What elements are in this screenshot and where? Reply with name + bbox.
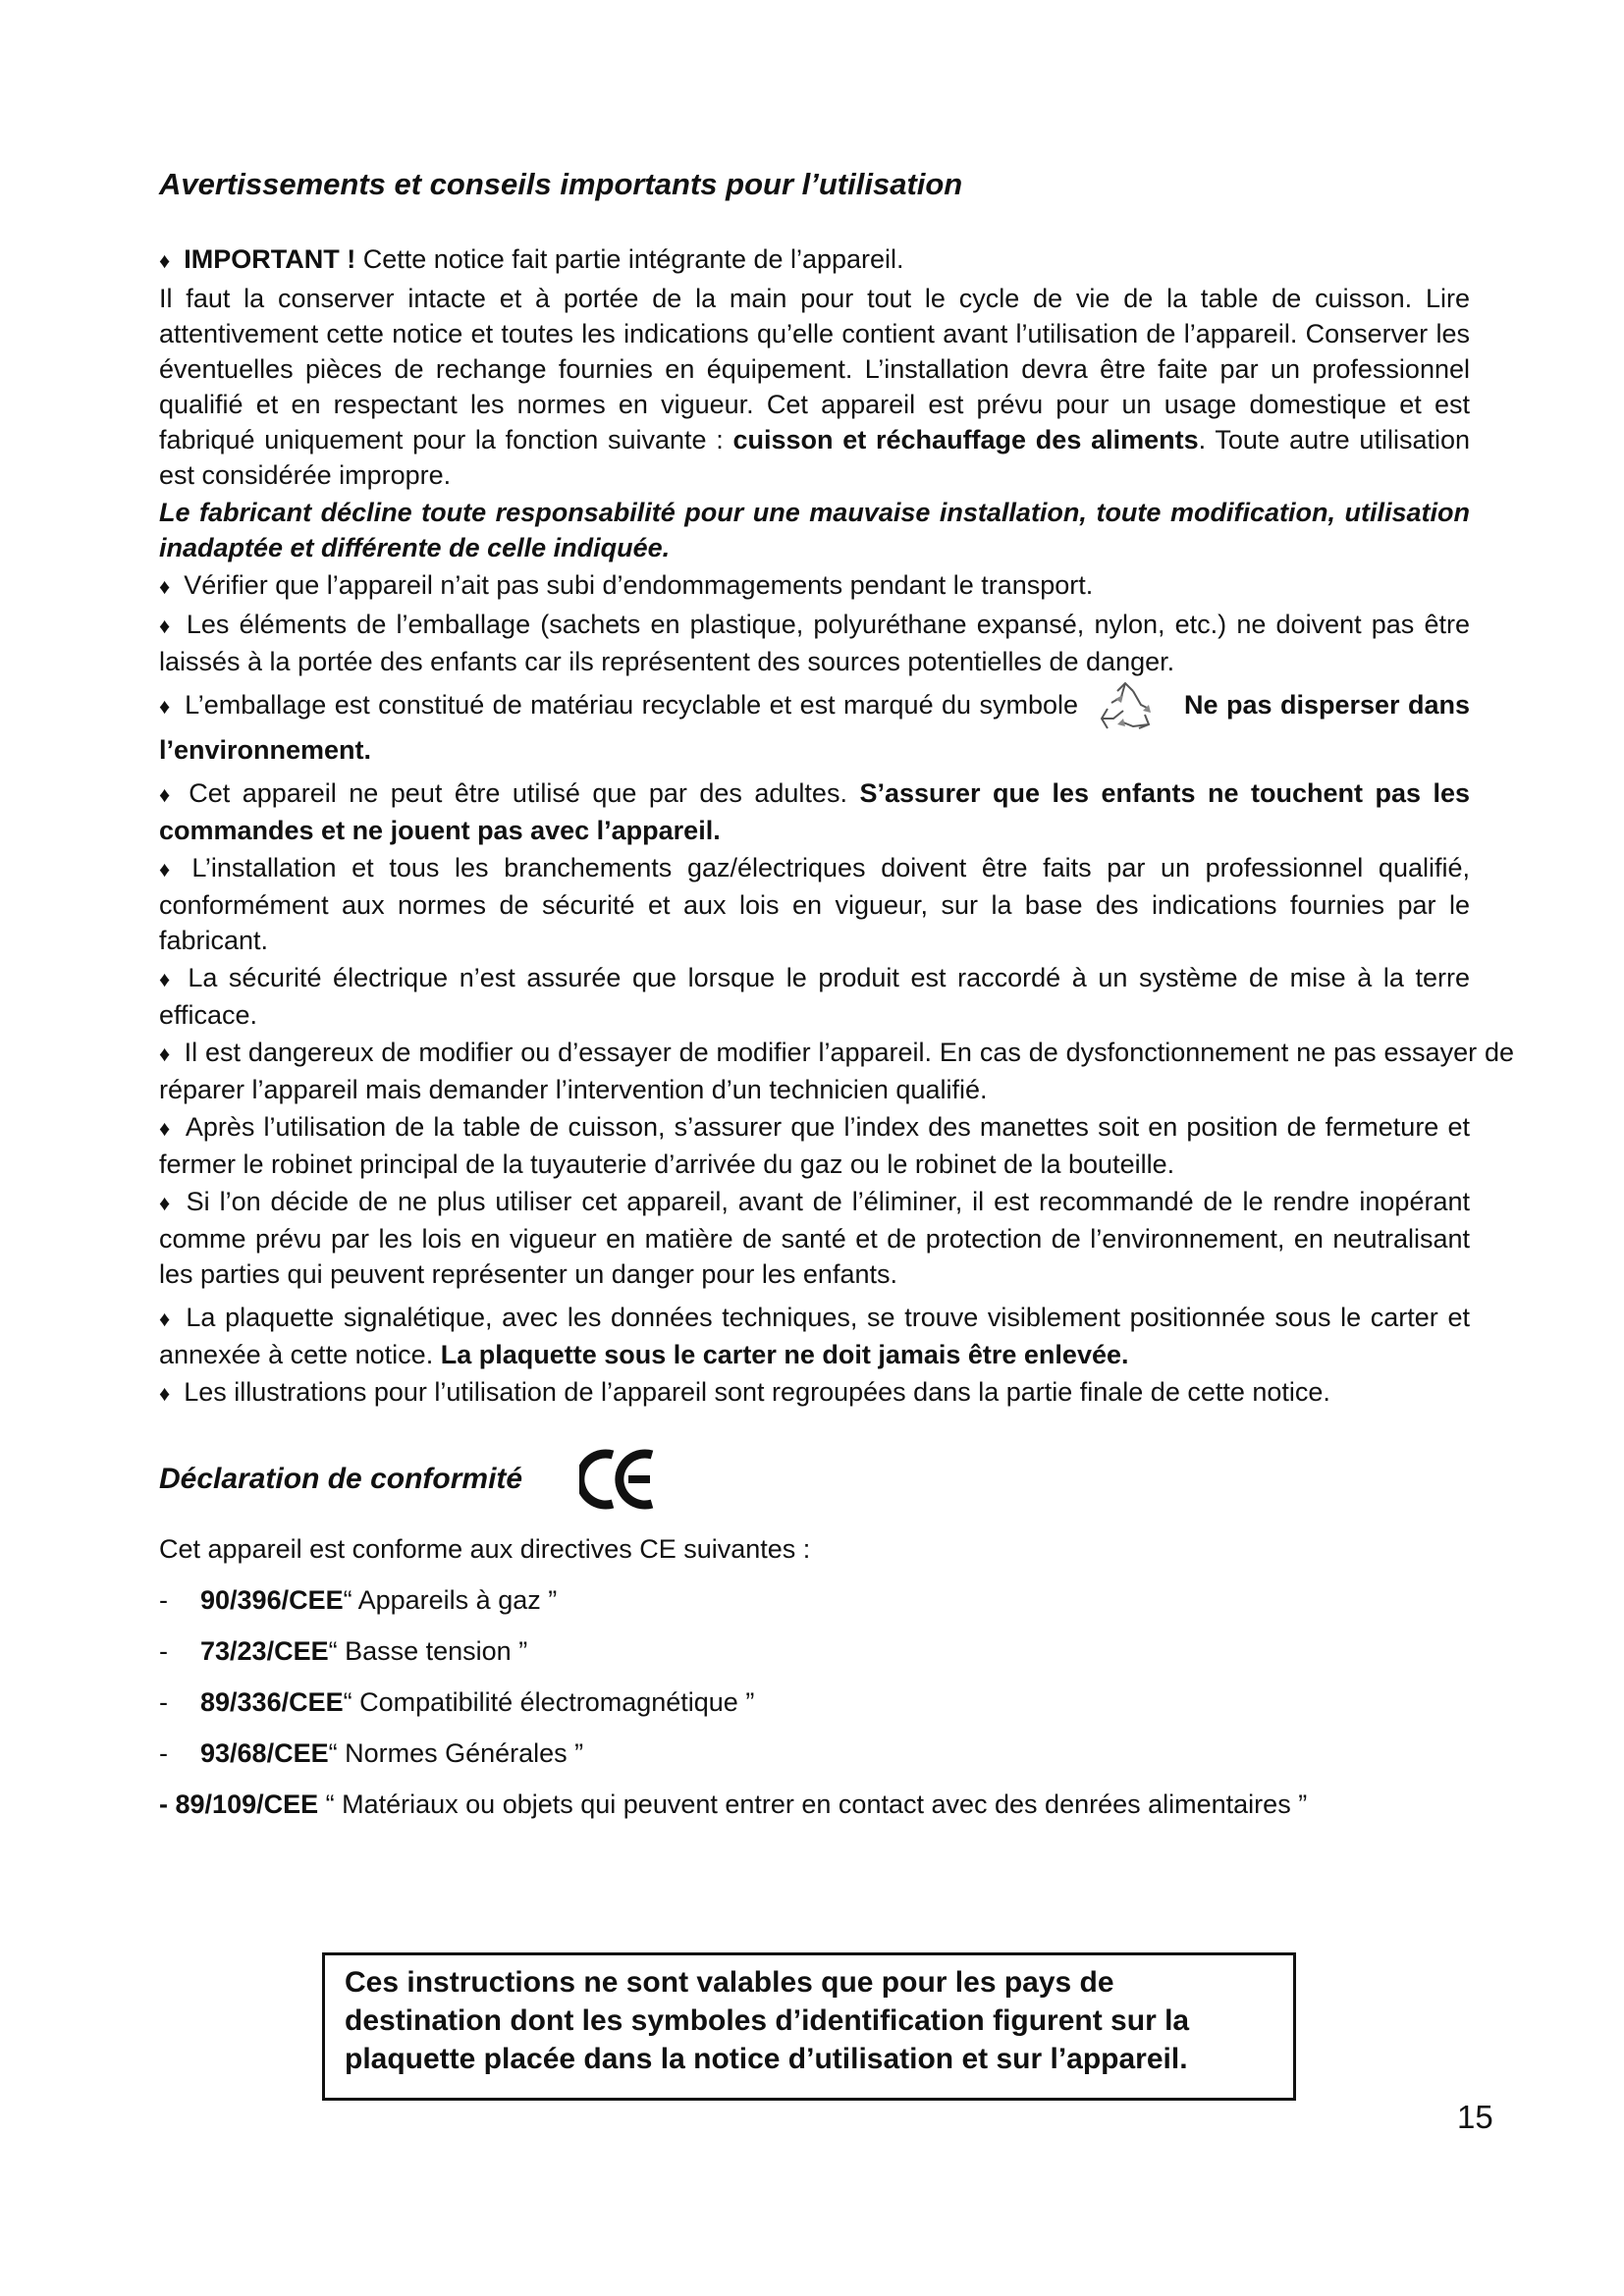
warning-disposal: ♦ Si l’on décide de ne plus utiliser cet appareil, avant de l’éliminer, il est recommandé de le rendre inopérant comme prévu par les lois en vigueur en matière de santé et de protection de l’environnement, en neutralisant les parties qui peuvent représenter un danger pour les enfants. — [159, 1187, 1470, 1289]
warning-transport: ♦ Vérifier que l’appareil n’ait pas subi d’endommagements pendant le transport. — [159, 570, 1094, 600]
warning-illustrations: ♦ Les illustrations pour l’utilisation de l’appareil sont regroupées dans la partie finale de cette notice. — [159, 1377, 1330, 1407]
bullet-icon: ♦ — [159, 614, 173, 638]
manufacturer-disclaimer: Le fabricant décline toute responsabilité pour une mauvaise installation, toute modification, utilisation inadaptée et différente de celle indiquée. — [159, 498, 1470, 562]
warning-important: ♦ IMPORTANT ! Cette notice fait partie intégrante de l’appareil. — [159, 244, 904, 274]
warning-after-use: ♦ Après l’utilisation de la table de cuisson, s’assurer que l’index des manettes soit en position de fermeture et fermer le robinet principal de la tuyauterie d’arrivée du gaz ou le robinet de la bouteille. — [159, 1112, 1470, 1179]
warning-usage: Il faut la conserver intacte et à portée de la main pour tout le cycle de vie de la table de cuisson. Lire attentivement cette notice et toutes les indications qu’elle contient avant l’utilisation de l’appareil. Conserver les éventuelles pièces de rechange fournies en équipement. L’installation devra être faite par un professionnel qualifié et en respectant les normes en vigueur. Cet appareil est prévu pour un usage domestique et est fabriqué uniquement pour la fonction suivante : cuisson et réchauffage des aliments. Toute autre utilisation est considérée impropre. — [159, 284, 1470, 490]
page-content — [159, 167, 1514, 1838]
warning-adults: ♦ Cet appareil ne peut être utilisé que par des adultes. S’assurer que les enfants ne touchent pas les commandes et ne jouent pas avec l’appareil. — [159, 778, 1471, 845]
bullet-icon: ♦ — [159, 1307, 173, 1331]
page-number: 15 — [1457, 2099, 1493, 2135]
declaration-intro: Cet appareil est conforme aux directives CE suivantes : — [159, 1534, 811, 1564]
bullet-icon: ♦ — [159, 1381, 171, 1406]
bullet-icon: ♦ — [159, 1116, 172, 1141]
warning-modification: ♦ Il est dangereux de modifier ou d’essayer de modifier l’appareil. En cas de dysfonctionnement ne pas essayer de réparer l’appareil mais demander l’intervention d’un technicien qualifié. — [159, 1038, 1514, 1104]
bullet-icon: ♦ — [159, 1041, 171, 1066]
page-title: Avertissements et conseils importants pour l’utilisation — [159, 167, 963, 201]
recycle-icon — [1094, 681, 1157, 732]
directive-item: - 89/109/CEE “ Matériaux ou objets qui peuvent entrer en contact avec des denrées alimentaires ” — [159, 1789, 1308, 1819]
warning-recycle: ♦ L’emballage est constitué de matériau recyclable et est marqué du symbole Ne pas disperser dans l’environnement. — [159, 681, 1470, 768]
warning-rating-plate: ♦ La plaquette signalétique, avec les données techniques, se trouve visiblement positionnée sous le carter et annexée à cette notice. La plaquette sous le carter ne doit jamais être enlevée. — [159, 1303, 1470, 1369]
warning-packaging: ♦ Les éléments de l’emballage (sachets en plastique, polyuréthane expansé, nylon, etc.) ne doivent pas être laissés à la portée des enfants car ils représentent des sources potentielles de danger. — [159, 610, 1470, 676]
bullet-icon: ♦ — [159, 857, 179, 881]
directive-item: - 89/336/CEE “ Compatibilité électromagnétique ” — [159, 1687, 755, 1717]
notice-box: Ces instructions ne sont valables que pour les pays de destination dont les symboles d’identification figurent sur la plaquette placée dans la notice d’utilisation et sur l’appareil. — [322, 1952, 1296, 2101]
bullet-icon: ♦ — [159, 694, 172, 720]
warning-electrical: ♦ La sécurité électrique n’est assurée que lorsque le produit est raccordé à un système de mise à la terre efficace. — [159, 963, 1470, 1030]
ce-mark-icon — [579, 1449, 660, 1510]
bullet-icon: ♦ — [159, 967, 175, 991]
bullet-icon: ♦ — [159, 574, 171, 599]
bullet-icon: ♦ — [159, 782, 176, 807]
declaration-header — [159, 1449, 1470, 1510]
directive-item: - 93/68/CEE “ Normes Générales ” — [159, 1738, 584, 1768]
important-label: IMPORTANT ! — [184, 244, 356, 274]
declaration-title: Déclaration de conformité — [159, 1463, 523, 1495]
bullet-icon: ♦ — [159, 1191, 173, 1215]
directive-item: - 73/23/CEE “ Basse tension ” — [159, 1636, 528, 1666]
warning-installation: ♦ L’installation et tous les branchements gaz/électriques doivent être faits par un professionnel qualifié, conformément aux normes de sécurité et aux lois en vigueur, sur la base des indications fournies par le fabricant. — [159, 853, 1470, 955]
bullet-icon: ♦ — [159, 248, 171, 273]
directive-item: - 90/396/CEE “ Appareils à gaz ” — [159, 1585, 558, 1615]
